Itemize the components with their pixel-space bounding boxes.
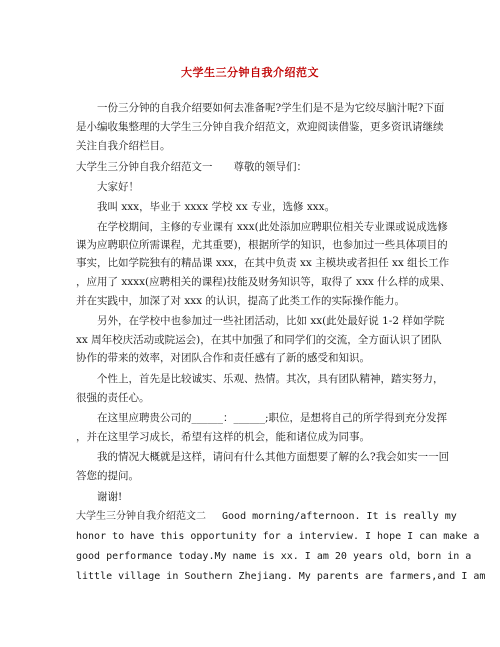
paragraph-line: 大家好！ <box>97 181 139 193</box>
paragraph-line: 在这里应聘贵公司的______：______;职位，是想将自己的所学得到充分发挥 <box>97 412 448 424</box>
paragraph-line: 另外，在学校中也参加过一些社团活动，比如 xx(此处最好说 1-2 样如学院 <box>97 315 445 327</box>
paragraph-line: 事实，比如学院独有的精品课 xxx，在其中负责 xx 主模块或者担任 xx 组长工作 <box>76 257 450 269</box>
paragraph-line: honor to have this opportunity for a interview. I hope I can make a <box>76 531 480 542</box>
paragraph-line: 答您的提问。 <box>76 470 139 482</box>
paragraph-line: 一份三分钟的自我介绍要如何去准备呢?学生们是不是为它绞尽脑汁呢?下面 <box>97 102 445 114</box>
paragraph-line: 我的情况大概就是这样，请问有什么其他方面想要了解的么?我会如实一一回 <box>97 451 450 463</box>
paragraph-line: 我叫 xxx，毕业于 xxxx 学校 xx 专业，选修 xxx。 <box>97 201 336 213</box>
paragraph-line: 关注自我介绍栏目。 <box>76 140 171 152</box>
paragraph-line: 课为应聘职位所需课程，尤其重要)，根据所学的知识，也参加过一些具体项目的 <box>76 239 448 251</box>
paragraph-line: little village in Southern Zhejiang. My parents are farmers,and I am <box>76 571 486 582</box>
paragraph-line: ，并在这里学习成长，希望有这样的机会，能和诸位成为同事。 <box>76 431 370 443</box>
paragraph-line: 在学校期间，主修的专业课有 xxx(此处添加应聘职位相关专业课或说成选修 <box>97 221 448 233</box>
paragraph-line: 很强的责任心。 <box>76 392 150 404</box>
section-heading: 大学生三分钟自我介绍范文二 Good morning/afternoon. It is really my <box>76 511 457 522</box>
paragraph-line: xx 周年校庆活动或院运会)，在其中加强了和同学们的交流，全方面认识了团队 <box>76 334 442 346</box>
paragraph-line: ，应用了 xxxx(应聘相关的课程)技能及财务知识等，取得了 xxx 什么样的成果、 <box>76 276 451 288</box>
paragraph-line: 并在实践中，加深了对 xxx 的认识，提高了此类工作的实际操作能力。 <box>76 295 405 307</box>
paragraph-line: 个性上，首先是比较诚实、乐观、热情。其次，具有团队精神，踏实努力， <box>97 373 444 385</box>
document-title: 大学生三分钟自我介绍范文 <box>181 66 319 79</box>
section-heading: 大学生三分钟自我介绍范文一 尊敬的领导们： <box>76 161 307 173</box>
paragraph-line: 谢谢! <box>97 491 123 503</box>
paragraph-line: good performance today.My name is xx. I am 20 years old，born in a <box>76 551 472 562</box>
paragraph-line: 协作的带来的效率，对团队合作和责任感有了新的感受和知识。 <box>76 352 370 364</box>
paragraph-line: 是小编收集整理的大学生三分钟自我介绍范文，欢迎阅读借鉴，更多资讯请继续 <box>76 121 444 133</box>
